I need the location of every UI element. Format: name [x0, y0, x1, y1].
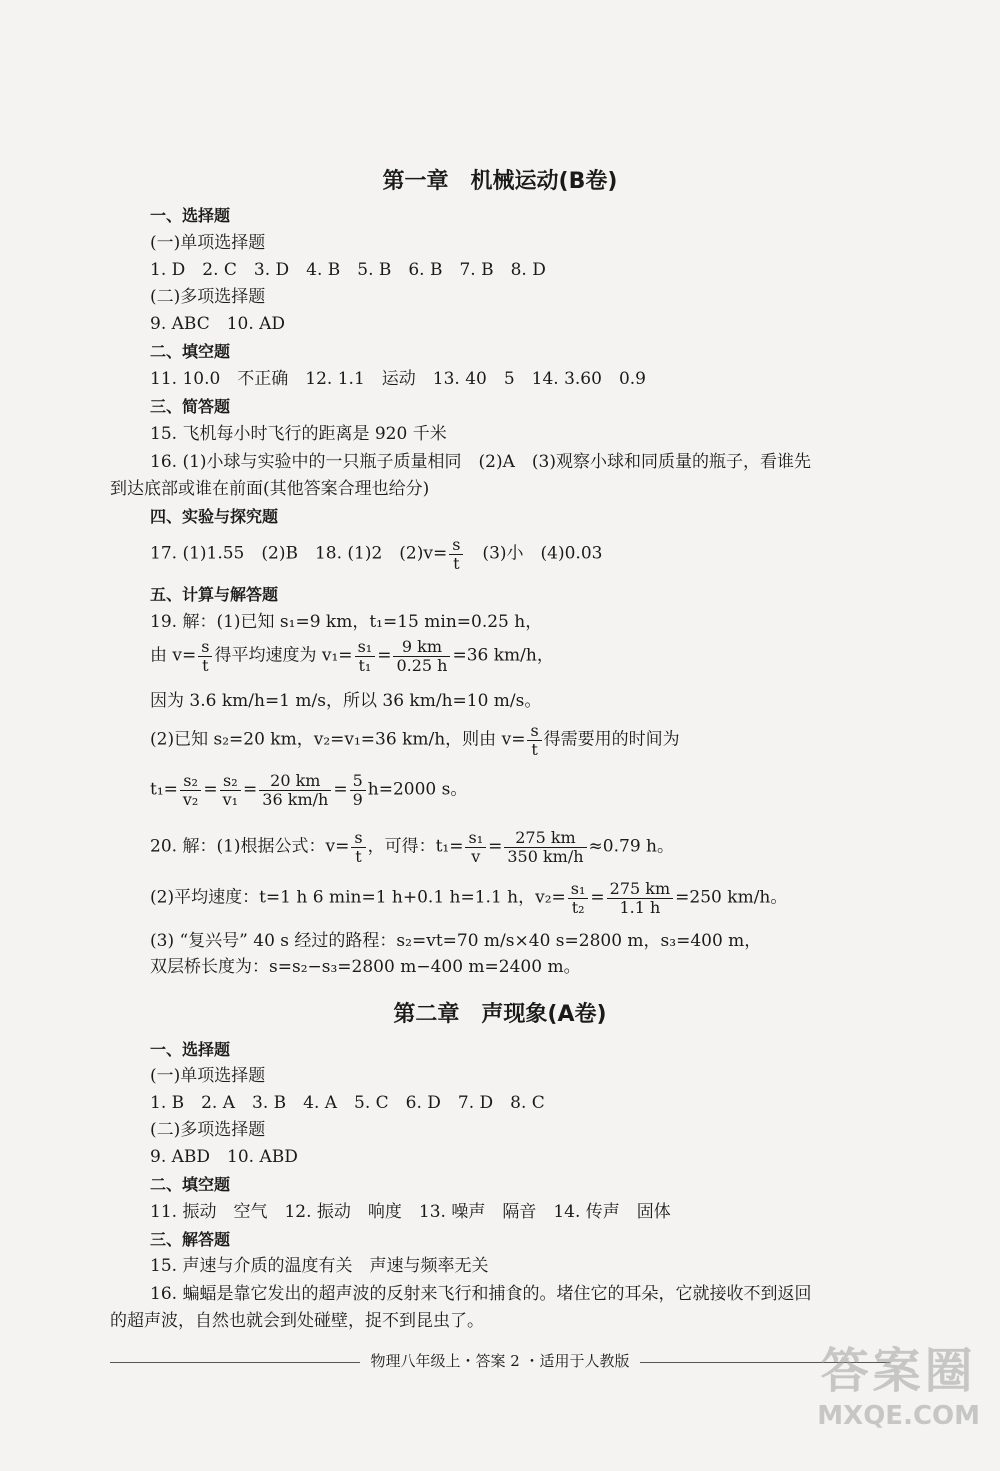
fraction-denominator: t [453, 553, 460, 573]
ch1-q20-line4: 双层桥长度为：s=s₂−s₃=2800 m−400 m=2400 m。 [150, 957, 581, 977]
text-segment: 由 v= [150, 645, 197, 666]
ch1-multi-choice-answers: 9. ABC 10. AD [150, 314, 286, 334]
ch2-section-fill: 二、填空题 [150, 1175, 231, 1194]
fraction-s-over-t [527, 722, 541, 758]
chapter1-title: 第一章 机械运动(B卷) [382, 169, 618, 194]
ch1-q20-line3: (3) “复兴号” 40 s 经过的路程：s₂=vt=70 m/s×40 s=2800 m，s₃=400 m， [150, 931, 762, 951]
text-segment: (2)平均速度：t=1 h 6 min=1 h+0.1 h=1.1 h，v₂= [150, 887, 566, 908]
ch2-single-choice-label: (一)单项选择题 [150, 1066, 266, 1086]
ch2-multi-choice-label: (二)多项选择题 [150, 1120, 266, 1140]
ch1-q20-line2: (2)平均速度：t=1 h 6 min=1 h+0.1 h=1.1 h，v₂= $\frac{\text{s₁}}{\text{t₂}}$ = $\frac{275 km}{1.1 h}$ =250 km/h。 [150, 879, 788, 917]
fraction-275km-over-350kmh [504, 829, 586, 865]
fraction-275km-over-11h [607, 880, 674, 916]
text-segment: =250 km/h。 [675, 887, 788, 908]
fraction-5-over-9 [350, 772, 366, 808]
fraction-denominator: t [531, 739, 538, 759]
fraction-denominator: v₂ [182, 789, 199, 809]
fraction-s1-over-t2 [568, 880, 589, 916]
text-segment: 得平均速度为 v₁= [214, 645, 353, 666]
ch1-answer-16-line1: 16. (1)小球与实验中的一只瓶子质量相同 (2)A (3)观察小球和同质量的瓶子，看谁先 [150, 452, 811, 472]
fraction-numerator: s [449, 536, 463, 555]
fraction-denominator: 36 km/h [262, 789, 329, 809]
fraction-s-over-t [198, 638, 212, 674]
text-segment: t₁= [150, 779, 178, 800]
fraction-20km-over-36kmh [259, 772, 331, 808]
fraction-denominator: t₂ [571, 897, 585, 917]
text-segment: =36 km/h， [452, 645, 554, 666]
ch2-answer-16-line1: 16. 蝙蝠是靠它发出的超声波的反射来飞行和捕食的。堵住它的耳朵，它就接收不到返回 [150, 1284, 812, 1304]
fraction-s2-over-v1 [220, 772, 241, 808]
fraction-denominator: t [202, 655, 209, 675]
fraction-numerator: s₁ [355, 638, 376, 657]
chapter2-title: 第二章 声现象(A卷) [393, 1002, 607, 1027]
ch1-single-choice-answers: 1. D 2. C 3. D 4. B 5. B 6. B 7. B 8. D [150, 260, 546, 280]
answer-17-18-prefix: 17. (1)1.55 (2)B 18. (1)2 (2)v= [150, 543, 448, 564]
ch1-single-choice-label: (一)单项选择题 [150, 233, 266, 253]
ch1-q19-line1: 19. 解：(1)已知 s₁=9 km，t₁=15 min=0.25 h， [150, 612, 543, 632]
fraction-s1-over-t1 [355, 638, 376, 674]
fraction-numerator: s₁ [465, 829, 486, 848]
watermark-text: 答案圈 [820, 1343, 977, 1399]
fraction-numerator: s₂ [220, 772, 241, 791]
text-segment: 得需要用的时间为 [543, 729, 680, 750]
fraction-denominator: t [355, 846, 362, 866]
watermark-url: MXQE.COM [817, 1401, 980, 1431]
fraction-numerator: 275 km [504, 829, 586, 848]
fraction-numerator: s₁ [568, 880, 589, 899]
ch2-section-answer: 三、解答题 [150, 1230, 231, 1249]
ch2-single-choice-answers: 1. B 2. A 3. B 4. A 5. C 6. D 7. D 8. C [150, 1093, 545, 1113]
fraction-numerator: s [198, 638, 212, 657]
fraction-denominator: 9 [352, 789, 363, 809]
fraction-numerator: 275 km [607, 880, 674, 899]
ch1-answer-17-18 [150, 536, 602, 572]
ch1-multi-choice-label: (二)多项选择题 [150, 287, 266, 307]
watermark-logo [817, 1332, 980, 1431]
fraction-denominator: v [471, 846, 481, 866]
ch1-q19-line3: 因为 3.6 km/h=1 m/s，所以 36 km/h=10 m/s。 [150, 691, 542, 711]
fraction-numerator: s [527, 722, 541, 741]
text-segment: 20. 解：(1)根据公式：v= [150, 836, 350, 857]
fraction-s2-over-v2 [180, 772, 201, 808]
fraction-9km-over-025h [393, 638, 450, 674]
text-segment: (2)已知 s₂=20 km，v₂=v₁=36 km/h，则由 v= [150, 729, 526, 750]
fraction-s-over-t [351, 829, 365, 865]
answer-17-18-suffix: (3)小 (4)0.03 [465, 543, 603, 564]
ch2-answer-15: 15. 声速与介质的温度有关 声速与频率无关 [150, 1256, 489, 1276]
ch1-section-short: 三、简答题 [150, 397, 231, 416]
ch2-multi-choice-answers: 9. ABD 10. ABD [150, 1147, 298, 1167]
ch2-section-choice: 一、选择题 [150, 1040, 231, 1059]
fraction-s-over-t [449, 536, 463, 572]
fraction-numerator: s [351, 829, 365, 848]
ch1-section-fill: 二、填空题 [150, 342, 231, 361]
ch1-q19-line5: t₁= $\frac{\text{s₂}}{\text{v₂}}$ = $\frac{\text{s₂}}{\text{v₁}}$ = $\frac{20 km}{36 km/h}$ = $\frac{5}{9}$ h=2000 s。 [150, 771, 468, 809]
fraction-numerator: 20 km [259, 772, 331, 791]
fraction-denominator: t₁ [358, 655, 372, 675]
fraction-s1-over-v [465, 829, 486, 865]
ch1-answer-16-line2: 到达底部或谁在前面(其他答案合理也给分) [110, 479, 430, 499]
ch1-q19-line2: 由 v= $\frac{s}{t}$ 得平均速度为 v₁= $\frac{\text{s₁}}{\text{t₁}}$ = $\frac{9 km}{0.25 h}$ =36 km/h， [150, 637, 554, 675]
fraction-denominator: 1.1 h [619, 897, 661, 917]
fraction-denominator: v₁ [222, 789, 239, 809]
ch2-fill-answers: 11. 振动 空气 12. 振动 响度 13. 噪声 隔音 14. 传声 固体 [150, 1202, 671, 1222]
fraction-denominator: 0.25 h [396, 655, 448, 675]
ch1-q20-line1: 20. 解：(1)根据公式：v= $\frac{s}{t}$ ，可得：t₁= $\frac{\text{s₁}}{v}$ = $\frac{275 km}{350 km/h}$ ≈0.79 h。 [150, 828, 674, 866]
fraction-denominator: 350 km/h [507, 846, 584, 866]
ch1-q19-line4 [150, 722, 680, 758]
fraction-numerator: 5 [350, 772, 366, 791]
fraction-numerator: 9 km [393, 638, 450, 657]
ch1-fill-answers: 11. 10.0 不正确 12. 1.1 运动 13. 40 5 14. 3.60 0.9 [150, 369, 646, 389]
fraction-numerator: s₂ [180, 772, 201, 791]
ch2-answer-16-line2: 的超声波，自然也就会到处碰壁，捉不到昆虫了。 [110, 1311, 484, 1331]
footer-text: 物理八年级上・答案 2 ・适用于人教版 [360, 1352, 639, 1370]
ch1-section-choice: 一、选择题 [150, 206, 231, 225]
ch1-answer-15: 15. 飞机每小时飞行的距离是 920 千米 [150, 424, 447, 444]
text-segment: h=2000 s。 [367, 779, 468, 800]
text-segment: ，可得：t₁= [367, 836, 464, 857]
ch1-section-calculation: 五、计算与解答题 [150, 585, 279, 604]
text-segment: ≈0.79 h。 [588, 836, 674, 857]
ch1-section-experiment: 四、实验与探究题 [150, 507, 279, 526]
